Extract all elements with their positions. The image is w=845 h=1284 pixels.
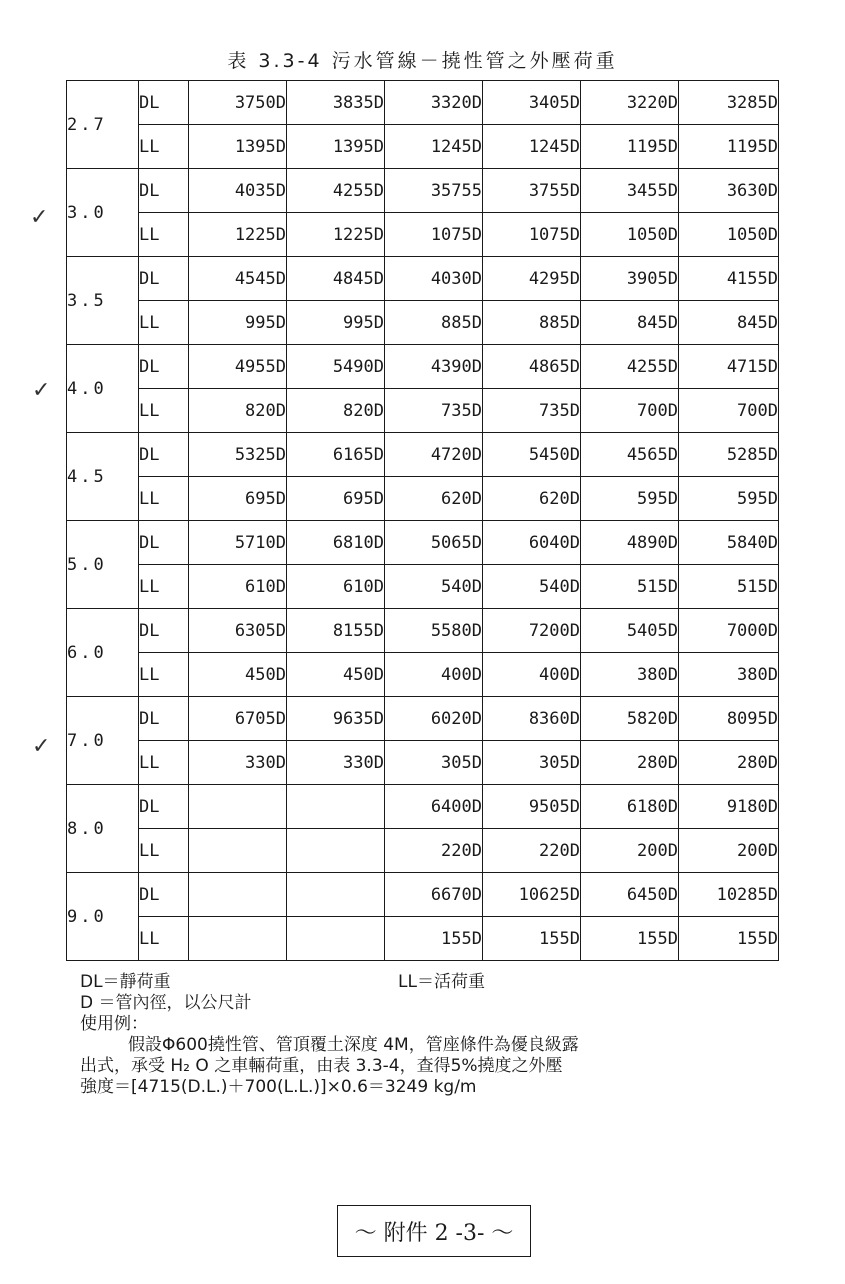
value-cell: 1050D [581, 213, 679, 257]
ll-label-cell: LL [139, 741, 189, 785]
value-cell: 515D [679, 565, 779, 609]
table-row [67, 477, 779, 521]
value-cell: 7000D [679, 609, 779, 653]
dl-label-cell: DL [139, 169, 189, 213]
value-cell: 3750D [189, 81, 287, 125]
value-cell [189, 917, 287, 961]
value-cell [287, 829, 385, 873]
value-cell: 3905D [581, 257, 679, 301]
value-cell: 6040D [483, 521, 581, 565]
value-cell: 220D [483, 829, 581, 873]
value-cell: 1395D [287, 125, 385, 169]
value-cell: 330D [189, 741, 287, 785]
depth-cell: 7.0 [67, 697, 139, 785]
value-cell: 735D [483, 389, 581, 433]
table-row [67, 741, 779, 785]
table-row [67, 873, 779, 917]
table-title: 表 3.3-4 污水管線－撓性管之外壓荷重 [227, 50, 618, 72]
value-cell: 400D [385, 653, 483, 697]
value-cell: 10285D [679, 873, 779, 917]
value-cell: 4715D [679, 345, 779, 389]
table-row [67, 785, 779, 829]
depth-cell: 5.0 [67, 521, 139, 609]
value-cell: 1195D [581, 125, 679, 169]
value-cell: 6400D [385, 785, 483, 829]
value-cell: 305D [483, 741, 581, 785]
value-cell: 8095D [679, 697, 779, 741]
value-cell: 4255D [581, 345, 679, 389]
depth-cell: 4.0 [67, 345, 139, 433]
value-cell: 1245D [483, 125, 581, 169]
value-cell: 6020D [385, 697, 483, 741]
table-row [67, 609, 779, 653]
ll-label-cell: LL [139, 829, 189, 873]
value-cell: 620D [385, 477, 483, 521]
value-cell: 995D [189, 301, 287, 345]
value-cell: 220D [385, 829, 483, 873]
value-cell: 3455D [581, 169, 679, 213]
table-row [67, 565, 779, 609]
value-cell: 4255D [287, 169, 385, 213]
ll-label-cell: LL [139, 653, 189, 697]
value-cell: 3320D [385, 81, 483, 125]
depth-cell: 3.5 [67, 257, 139, 345]
value-cell: 700D [679, 389, 779, 433]
value-cell: 3405D [483, 81, 581, 125]
value-cell: 700D [581, 389, 679, 433]
example-heading: 使用例： [80, 1014, 148, 1034]
value-cell: 5065D [385, 521, 483, 565]
value-cell: 695D [189, 477, 287, 521]
value-cell: 6705D [189, 697, 287, 741]
d-legend: D ＝管內徑，以公尺計 [80, 993, 252, 1013]
value-cell: 4390D [385, 345, 483, 389]
value-cell: 610D [189, 565, 287, 609]
check-mark-3-0: ✓ [30, 205, 49, 230]
check-mark-4-0: ✓ [32, 378, 51, 403]
value-cell: 3630D [679, 169, 779, 213]
value-cell: 5490D [287, 345, 385, 389]
table-row [67, 653, 779, 697]
value-cell: 380D [581, 653, 679, 697]
value-cell: 3285D [679, 81, 779, 125]
value-cell: 330D [287, 741, 385, 785]
value-cell: 1225D [287, 213, 385, 257]
value-cell: 885D [385, 301, 483, 345]
ll-label-cell: LL [139, 125, 189, 169]
value-cell [287, 785, 385, 829]
value-cell: 820D [287, 389, 385, 433]
ll-label-cell: LL [139, 213, 189, 257]
dl-label-cell: DL [139, 345, 189, 389]
ll-label-cell: LL [139, 301, 189, 345]
ll-label-cell: LL [139, 565, 189, 609]
dl-label-cell: DL [139, 873, 189, 917]
value-cell: 8360D [483, 697, 581, 741]
dl-label-cell: DL [139, 609, 189, 653]
value-cell [189, 873, 287, 917]
value-cell: 540D [385, 565, 483, 609]
dl-label-cell: DL [139, 697, 189, 741]
value-cell: 5285D [679, 433, 779, 477]
table-row [67, 697, 779, 741]
value-cell: 1225D [189, 213, 287, 257]
value-cell: 845D [679, 301, 779, 345]
table-row [67, 169, 779, 213]
value-cell: 450D [287, 653, 385, 697]
value-cell: 3835D [287, 81, 385, 125]
table-row [67, 125, 779, 169]
value-cell: 595D [581, 477, 679, 521]
value-cell: 9635D [287, 697, 385, 741]
value-cell: 595D [679, 477, 779, 521]
value-cell: 5820D [581, 697, 679, 741]
dl-legend: DL＝靜荷重 [80, 972, 171, 992]
value-cell: 4845D [287, 257, 385, 301]
value-cell: 1195D [679, 125, 779, 169]
value-cell: 4035D [189, 169, 287, 213]
value-cell [189, 829, 287, 873]
value-cell: 540D [483, 565, 581, 609]
value-cell: 4030D [385, 257, 483, 301]
notes [80, 972, 770, 1098]
table-row [67, 433, 779, 477]
value-cell: 4865D [483, 345, 581, 389]
value-cell: 4155D [679, 257, 779, 301]
value-cell: 735D [385, 389, 483, 433]
ll-label-cell: LL [139, 389, 189, 433]
table-row [67, 521, 779, 565]
value-cell: 155D [679, 917, 779, 961]
depth-cell: 9.0 [67, 873, 139, 961]
depth-cell: 6.0 [67, 609, 139, 697]
table-row [67, 345, 779, 389]
value-cell: 4295D [483, 257, 581, 301]
example-line-3: 強度＝[4715(D.L.)＋700(L.L.)]×0.6＝3249 kg/m [80, 1077, 477, 1097]
value-cell: 280D [581, 741, 679, 785]
value-cell: 155D [581, 917, 679, 961]
value-cell: 450D [189, 653, 287, 697]
depth-cell: 8.0 [67, 785, 139, 873]
value-cell: 9180D [679, 785, 779, 829]
ll-label-cell: LL [139, 917, 189, 961]
value-cell: 3755D [483, 169, 581, 213]
value-cell: 6670D [385, 873, 483, 917]
value-cell: 620D [483, 477, 581, 521]
value-cell: 9505D [483, 785, 581, 829]
value-cell: 8155D [287, 609, 385, 653]
value-cell [189, 785, 287, 829]
value-cell: 885D [483, 301, 581, 345]
example-line-1: 假設Φ600撓性管、管頂覆土深度 4M，管座條件為優良級露 [128, 1035, 579, 1055]
value-cell: 5710D [189, 521, 287, 565]
value-cell: 845D [581, 301, 679, 345]
value-cell: 10625D [483, 873, 581, 917]
depth-cell: 4.5 [67, 433, 139, 521]
value-cell: 200D [581, 829, 679, 873]
dl-label-cell: DL [139, 521, 189, 565]
value-cell: 155D [385, 917, 483, 961]
value-cell: 6305D [189, 609, 287, 653]
value-cell: 695D [287, 477, 385, 521]
value-cell: 995D [287, 301, 385, 345]
dl-label-cell: DL [139, 257, 189, 301]
value-cell: 5580D [385, 609, 483, 653]
value-cell: 35755 [385, 169, 483, 213]
table-row [67, 389, 779, 433]
table-row [67, 829, 779, 873]
value-cell: 6180D [581, 785, 679, 829]
value-cell: 4565D [581, 433, 679, 477]
load-table [66, 80, 779, 961]
ll-label-cell: LL [139, 477, 189, 521]
value-cell: 5325D [189, 433, 287, 477]
value-cell: 1075D [483, 213, 581, 257]
value-cell: 1395D [189, 125, 287, 169]
value-cell: 820D [189, 389, 287, 433]
value-cell [287, 873, 385, 917]
table-row [67, 213, 779, 257]
value-cell: 6810D [287, 521, 385, 565]
check-mark-7-0: ✓ [32, 734, 51, 759]
value-cell: 400D [483, 653, 581, 697]
value-cell: 3220D [581, 81, 679, 125]
value-cell: 1245D [385, 125, 483, 169]
value-cell: 6165D [287, 433, 385, 477]
value-cell: 4545D [189, 257, 287, 301]
table-row [67, 917, 779, 961]
value-cell: 4955D [189, 345, 287, 389]
value-cell: 6450D [581, 873, 679, 917]
value-cell: 155D [483, 917, 581, 961]
table-row [67, 81, 779, 125]
value-cell: 515D [581, 565, 679, 609]
value-cell: 5840D [679, 521, 779, 565]
value-cell: 380D [679, 653, 779, 697]
page-footer: ～ 附件 2 -3- ～ [337, 1205, 531, 1257]
depth-cell: 3.0 [67, 169, 139, 257]
value-cell [287, 917, 385, 961]
depth-cell: 2.7 [67, 81, 139, 169]
value-cell: 1075D [385, 213, 483, 257]
value-cell: 7200D [483, 609, 581, 653]
dl-label-cell: DL [139, 433, 189, 477]
ll-legend: LL＝活荷重 [398, 972, 485, 992]
dl-label-cell: DL [139, 81, 189, 125]
value-cell: 4890D [581, 521, 679, 565]
value-cell: 1050D [679, 213, 779, 257]
value-cell: 5450D [483, 433, 581, 477]
value-cell: 610D [287, 565, 385, 609]
value-cell: 200D [679, 829, 779, 873]
value-cell: 5405D [581, 609, 679, 653]
dl-label-cell: DL [139, 785, 189, 829]
value-cell: 305D [385, 741, 483, 785]
table-row [67, 301, 779, 345]
value-cell: 280D [679, 741, 779, 785]
table-row [67, 257, 779, 301]
example-line-2: 出式，承受 H₂ O 之車輛荷重，由表 3.3-4，查得5%撓度之外壓 [80, 1056, 563, 1076]
value-cell: 4720D [385, 433, 483, 477]
